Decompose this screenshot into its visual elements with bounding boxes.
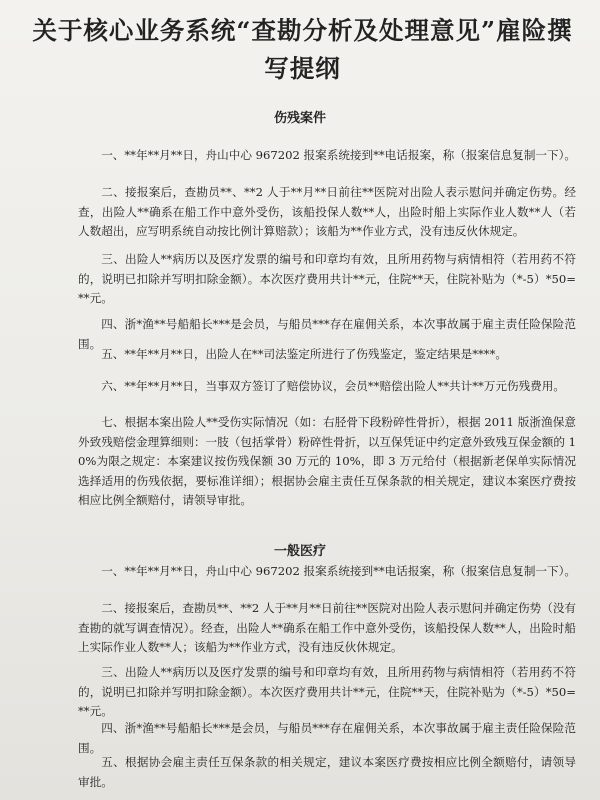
section1-paragraph: 一、**年**月**日，舟山中心 967202 报案系统接到**电话报案，称（报案信息复制一下）。 xyxy=(101,148,576,162)
document-title: 关于核心业务系统“查勘分析及处理意见”雇险撰写提纲 xyxy=(32,16,573,83)
section-heading-disability: 伤残案件 xyxy=(273,111,326,126)
section2-paragraph: 三、出险人**病历以及医疗发票的编号和印章均有效，且所用药物与病情相符（若用药不符的，说明已扣除并写明扣除金额）。本次医疗费用共计**元，住院**天，住院补贴为（*-5）*50=**元。 xyxy=(78,665,576,719)
section2-paragraph: 二、接报案后，查勘员**、**2 人于**月**日前往**医院对出险人表示慰问并确定伤势（没有查勘的就写调查情况）。经查，出险人**确系在船工作中意外受伤，该船投保人数**人，出险时船上实际作业人数**人；该船为**作业方式，没有违反伙休规定。 xyxy=(78,601,577,655)
section1-paragraph: 四、浙*渔**号船船长***是会员，与船员***存在雇佣关系，本次事故属于雇主责任险保险范围。 xyxy=(78,317,576,351)
section2-paragraph: 五、根据协会雇主责任互保条款的相关规定，建议本案医疗费按相应比例全额赔付，请领导审批。 xyxy=(78,755,576,789)
section1-paragraph: 二、接报案后，查勘员**、**2 人于**月**日前往**医院对出险人表示慰问并确定伤势。经查，出险人**确系在船工作中意外受伤，该船投保人数**人，出险时船上实际作业人数**人（若人数超出，应写明系统自动按比例计算赔款）；该船为**作业方式，没有违反伙休规定。 xyxy=(78,185,576,239)
section-heading-general-medical: 一般医疗 xyxy=(273,544,326,559)
section2-paragraph: 四、浙*渔**号船船长***是会员，与船员***存在雇佣关系，本次事故属于雇主责任险保险范围。 xyxy=(78,721,576,755)
section1-paragraph: 七、根据本案出险人**受伤实际情况（如：右胫骨下段粉碎性骨折），根据 2011 版浙渔保意外致残赔偿金理算细则：一肢（包括掌骨）粉碎性骨折，以互保凭证中约定意外致残互保金额的 10%为限之规定：本案建议按伤残保额 30 万元的 10%，即 3 万元给付（根据新老保单实际情况选择适用的伤残依据，要标准详细）；根据协会雇主责任互保条款的相关规定，建议本案医疗费按相应比例全额赔付，请领导审批。 xyxy=(78,415,577,508)
section1-paragraph: 六、**年**月**日，当事双方签订了赔偿协议，会员**赔偿出险人**共计**万元伤残费用。 xyxy=(101,379,565,393)
section1-paragraph: 三、出险人**病历以及医疗发票的编号和印章均有效，且所用药物与病情相符（若用药不符的，说明已扣除并写明扣除金额）。本次医疗费用共计**元，住院**天，住院补贴为（*-5）*50=**元。 xyxy=(78,252,576,306)
section2-paragraph: 一、**年**月**日，舟山中心 967202 报案系统接到**电话报案，称（报案信息复制一下）。 xyxy=(101,564,576,578)
section1-paragraph: 五、**年**月**日，出险人在**司法鉴定所进行了伤残鉴定，鉴定结果是****。 xyxy=(101,347,507,361)
